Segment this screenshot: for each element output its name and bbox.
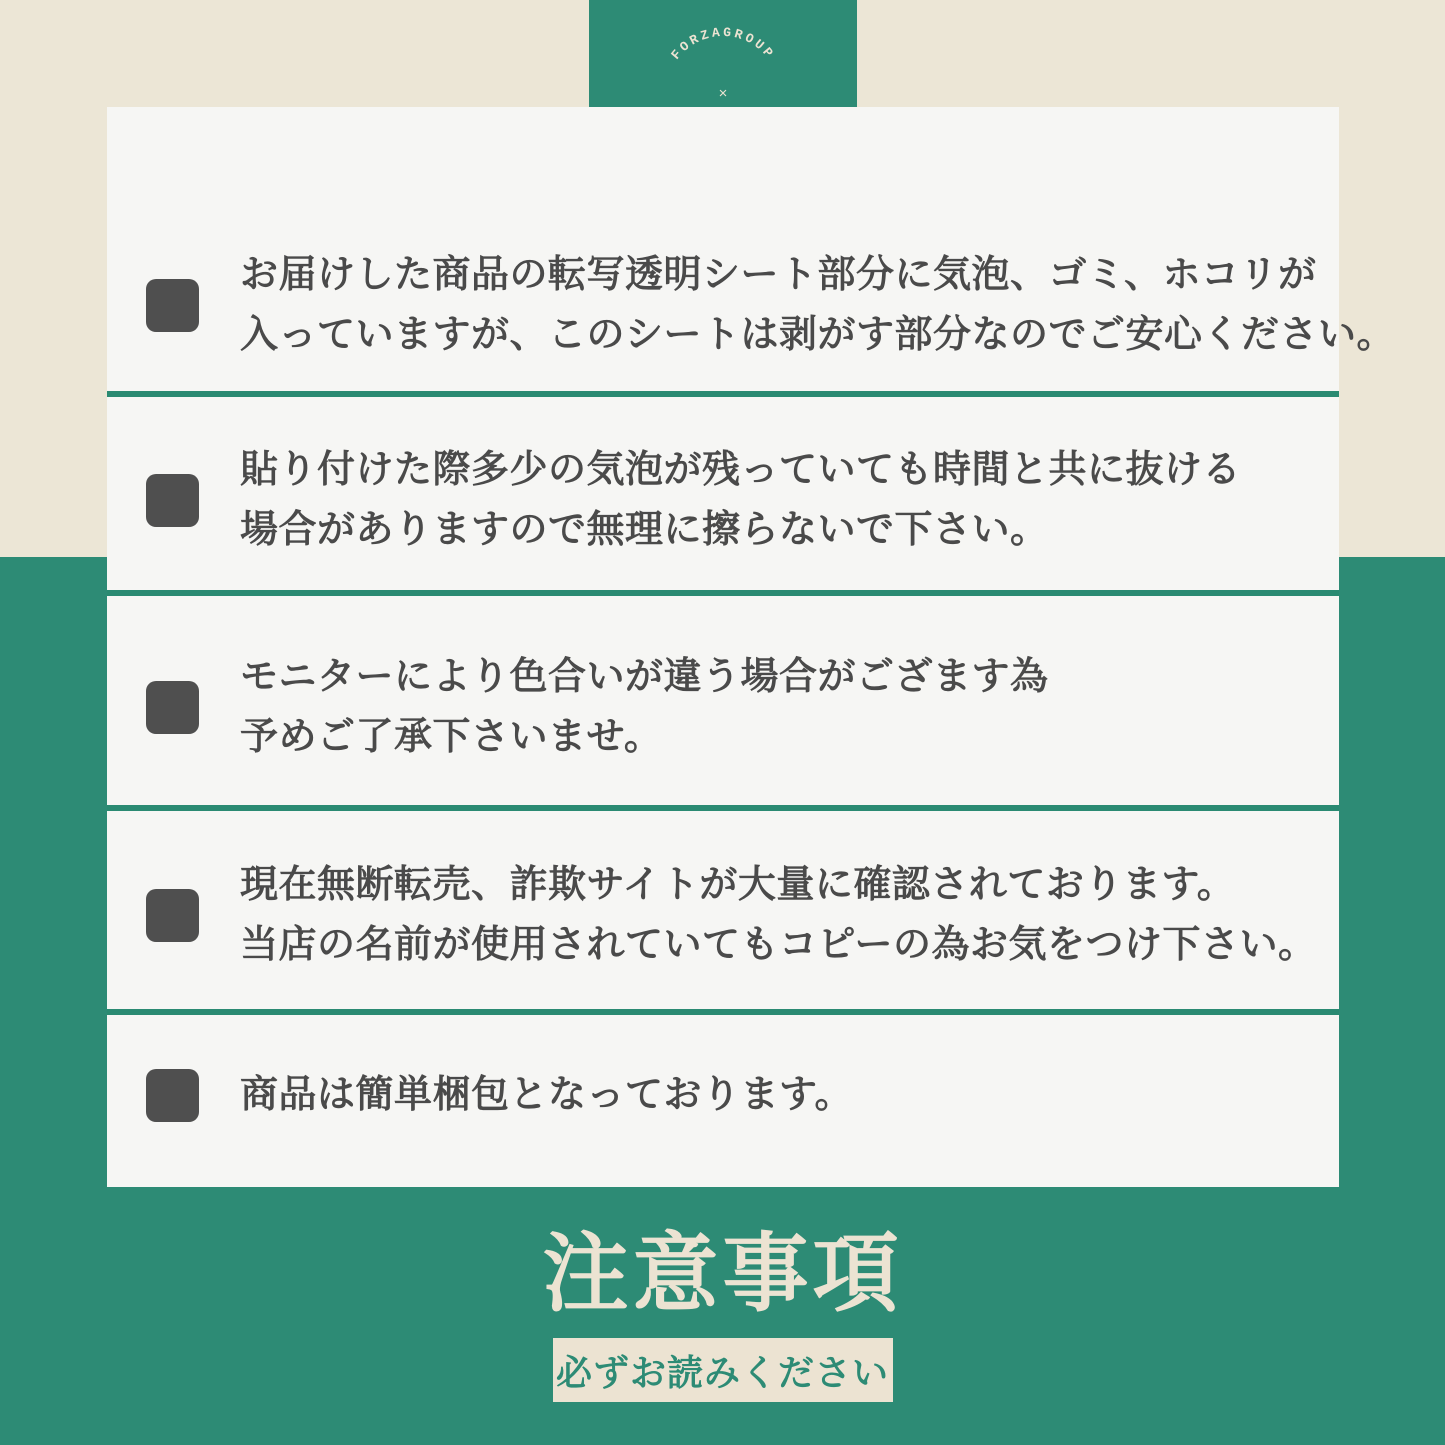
notice-text [240, 245, 1395, 365]
notice-line: モニターにより色合いが違う場合がござます為 [240, 656, 1049, 698]
page-title: 注意事項 [542, 1226, 903, 1322]
bullet-square-icon [146, 474, 199, 527]
read-notice-button[interactable]: 必ずお読みください [553, 1338, 893, 1402]
notice-line: 商品は簡単梱包となっております。 [240, 1074, 853, 1116]
notice-line: 入っていますが、このシートは剥がす部分なのでご安心ください。 [240, 314, 1396, 356]
notice-text [240, 1065, 853, 1125]
notice-line: 貼り付けた際多少の気泡が残っていても時間と共に抜ける [240, 449, 1242, 491]
notice-text [240, 647, 1049, 767]
bullet-square-icon [146, 681, 199, 734]
notice-row-monitor-color [107, 596, 1339, 805]
notice-row-simple-packaging [107, 1015, 1339, 1187]
notice-line: お届けした商品の転写透明シート部分に気泡、ゴミ、ホコリが [240, 254, 1317, 296]
notice-line: 当店の名前が使用されていてもコピーの為お気をつけ下さい。 [240, 924, 1317, 966]
notice-text [240, 440, 1241, 560]
notice-row-bubbles-in-sheet [107, 107, 1396, 391]
bullet-square-icon [146, 1069, 199, 1122]
notice-row-scam-sites [107, 811, 1339, 1009]
logo-x-icon: × [718, 85, 728, 102]
notice-row-air-bubbles [107, 397, 1339, 590]
bullet-square-icon [146, 279, 199, 332]
notice-line: 予めご了承下さいませ。 [240, 716, 663, 758]
notice-panel [107, 107, 1396, 1187]
notice-text [240, 855, 1316, 975]
bullet-square-icon [146, 889, 199, 942]
notice-line: 現在無断転売、詐欺サイトが大量に確認されております。 [240, 864, 1236, 906]
notice-line: 場合がありますので無理に擦らないで下さい。 [240, 509, 1049, 551]
logo-top-arc-text: FORZAGROUP [668, 24, 778, 63]
